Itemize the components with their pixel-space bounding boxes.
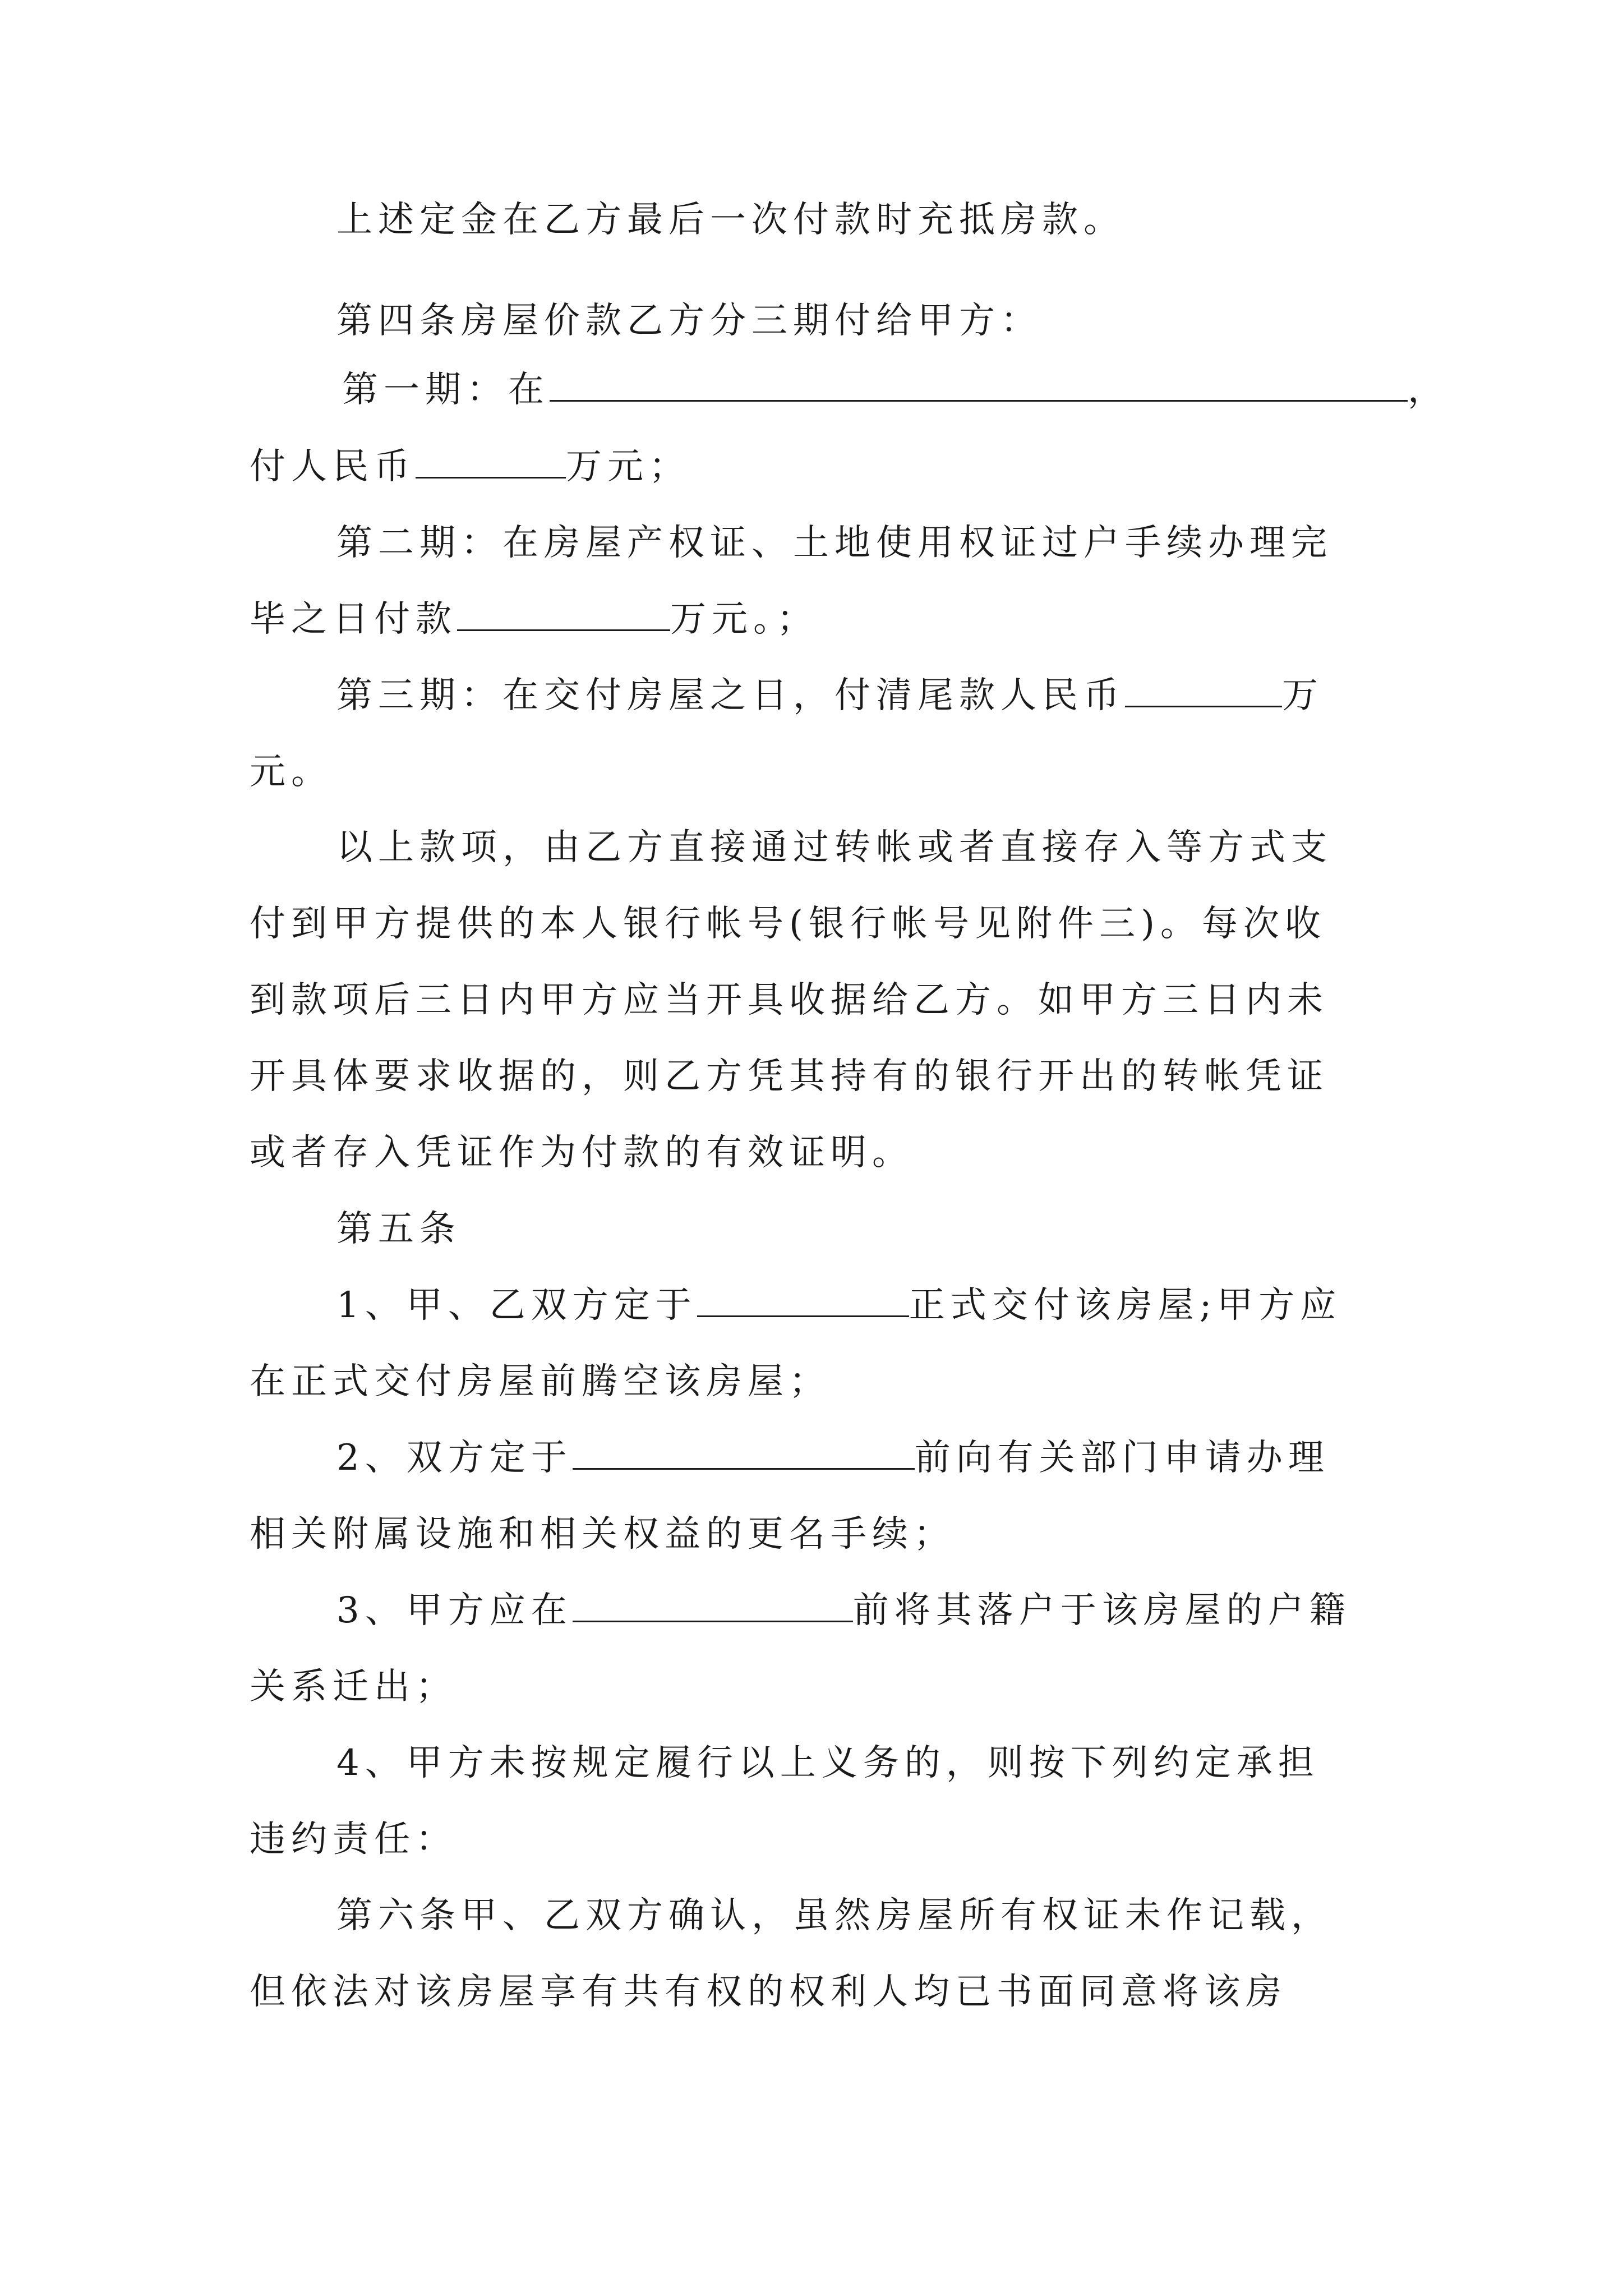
fill-in-blank[interactable] — [416, 444, 566, 478]
line-text: 1、甲、乙双方定于 — [336, 1285, 697, 1326]
section-heading — [336, 1207, 461, 1251]
text-line — [250, 1817, 457, 1862]
line-text: 但依法对该房屋享有共有权的权利人均已书面同意将该房 — [250, 1971, 1287, 2013]
line-text: 3、甲方应在 — [336, 1590, 573, 1631]
line-text: 4、甲方未按规定履行以上义务的，则按下列约定承担 — [336, 1742, 1320, 1784]
text-line — [336, 1435, 1330, 1480]
text-line — [336, 825, 1332, 870]
line-text: 第六条甲、乙双方确认，虽然房屋所有权证未作记载， — [336, 1895, 1332, 1936]
text-line — [250, 1130, 914, 1175]
line-text: 或者存入凭证作为付款的有效证明。 — [250, 1132, 914, 1174]
line-text: 万元。； — [670, 599, 818, 640]
text-line — [250, 901, 1326, 946]
text-line — [250, 444, 690, 489]
fill-in-blank[interactable] — [697, 1283, 909, 1317]
text-line — [342, 367, 1449, 412]
line-text: 第四条房屋价款乙方分三期付给甲方： — [336, 300, 1042, 342]
text-line — [250, 1970, 1287, 2014]
line-text: ， — [1408, 369, 1449, 411]
fill-in-blank[interactable] — [573, 1588, 853, 1622]
line-text: 万元； — [566, 446, 690, 487]
text-line — [250, 1359, 831, 1404]
line-text: 在正式交付房屋前腾空该房屋； — [250, 1361, 831, 1402]
line-text: 第三期：在交付房屋之日，付清尾款人民币 — [336, 675, 1125, 716]
line-text: 关系迁出； — [250, 1666, 457, 1708]
fill-in-blank[interactable] — [550, 367, 1408, 402]
text-line — [250, 597, 818, 642]
text-line — [336, 197, 1125, 242]
text-line — [250, 749, 333, 794]
text-line — [250, 1664, 457, 1709]
line-text: 付到甲方提供的本人银行帐号(银行帐号见附件三)。每次收 — [250, 903, 1326, 945]
line-text: 到款项后三日内甲方应当开具收据给乙方。如甲方三日内未 — [250, 979, 1329, 1021]
line-text: 毕之日付款 — [250, 599, 457, 640]
line-text: 以上款项，由乙方直接通过转帐或者直接存入等方式支 — [336, 827, 1332, 868]
line-text: 违约责任： — [250, 1819, 457, 1860]
text-line — [336, 673, 1324, 718]
line-text: 付人民币 — [250, 446, 416, 487]
text-line — [336, 1588, 1351, 1633]
line-text: 2、双方定于 — [336, 1437, 573, 1479]
text-line — [336, 521, 1332, 565]
line-text: 万 — [1282, 675, 1324, 716]
line-text: 开具体要求收据的，则乙方凭其持有的银行开出的转帐凭证 — [250, 1056, 1329, 1097]
line-text: 相关附属设施和相关权益的更名手续； — [250, 1513, 955, 1555]
line-text: 前向有关部门申请办理 — [914, 1437, 1330, 1479]
line-text: 第二期：在房屋产权证、土地使用权证过户手续办理完 — [336, 522, 1332, 564]
text-line — [250, 1512, 955, 1557]
line-text: 正式交付该房屋;甲方应 — [909, 1285, 1342, 1326]
line-text: 前将其落户于该房屋的户籍 — [852, 1590, 1351, 1631]
text-line — [336, 298, 1042, 343]
line-text: 元。 — [250, 751, 333, 793]
text-line — [336, 1893, 1332, 1938]
line-text: 第五条 — [336, 1208, 461, 1250]
line-text: 上述定金在乙方最后一次付款时充抵房款。 — [336, 199, 1125, 241]
fill-in-blank[interactable] — [457, 597, 670, 631]
fill-in-blank[interactable] — [573, 1435, 915, 1470]
text-line — [250, 1054, 1329, 1099]
text-line — [250, 978, 1329, 1023]
fill-in-blank[interactable] — [1125, 673, 1282, 707]
text-line — [336, 1283, 1341, 1328]
text-line — [336, 1741, 1320, 1786]
line-text: 第一期：在 — [342, 369, 550, 411]
